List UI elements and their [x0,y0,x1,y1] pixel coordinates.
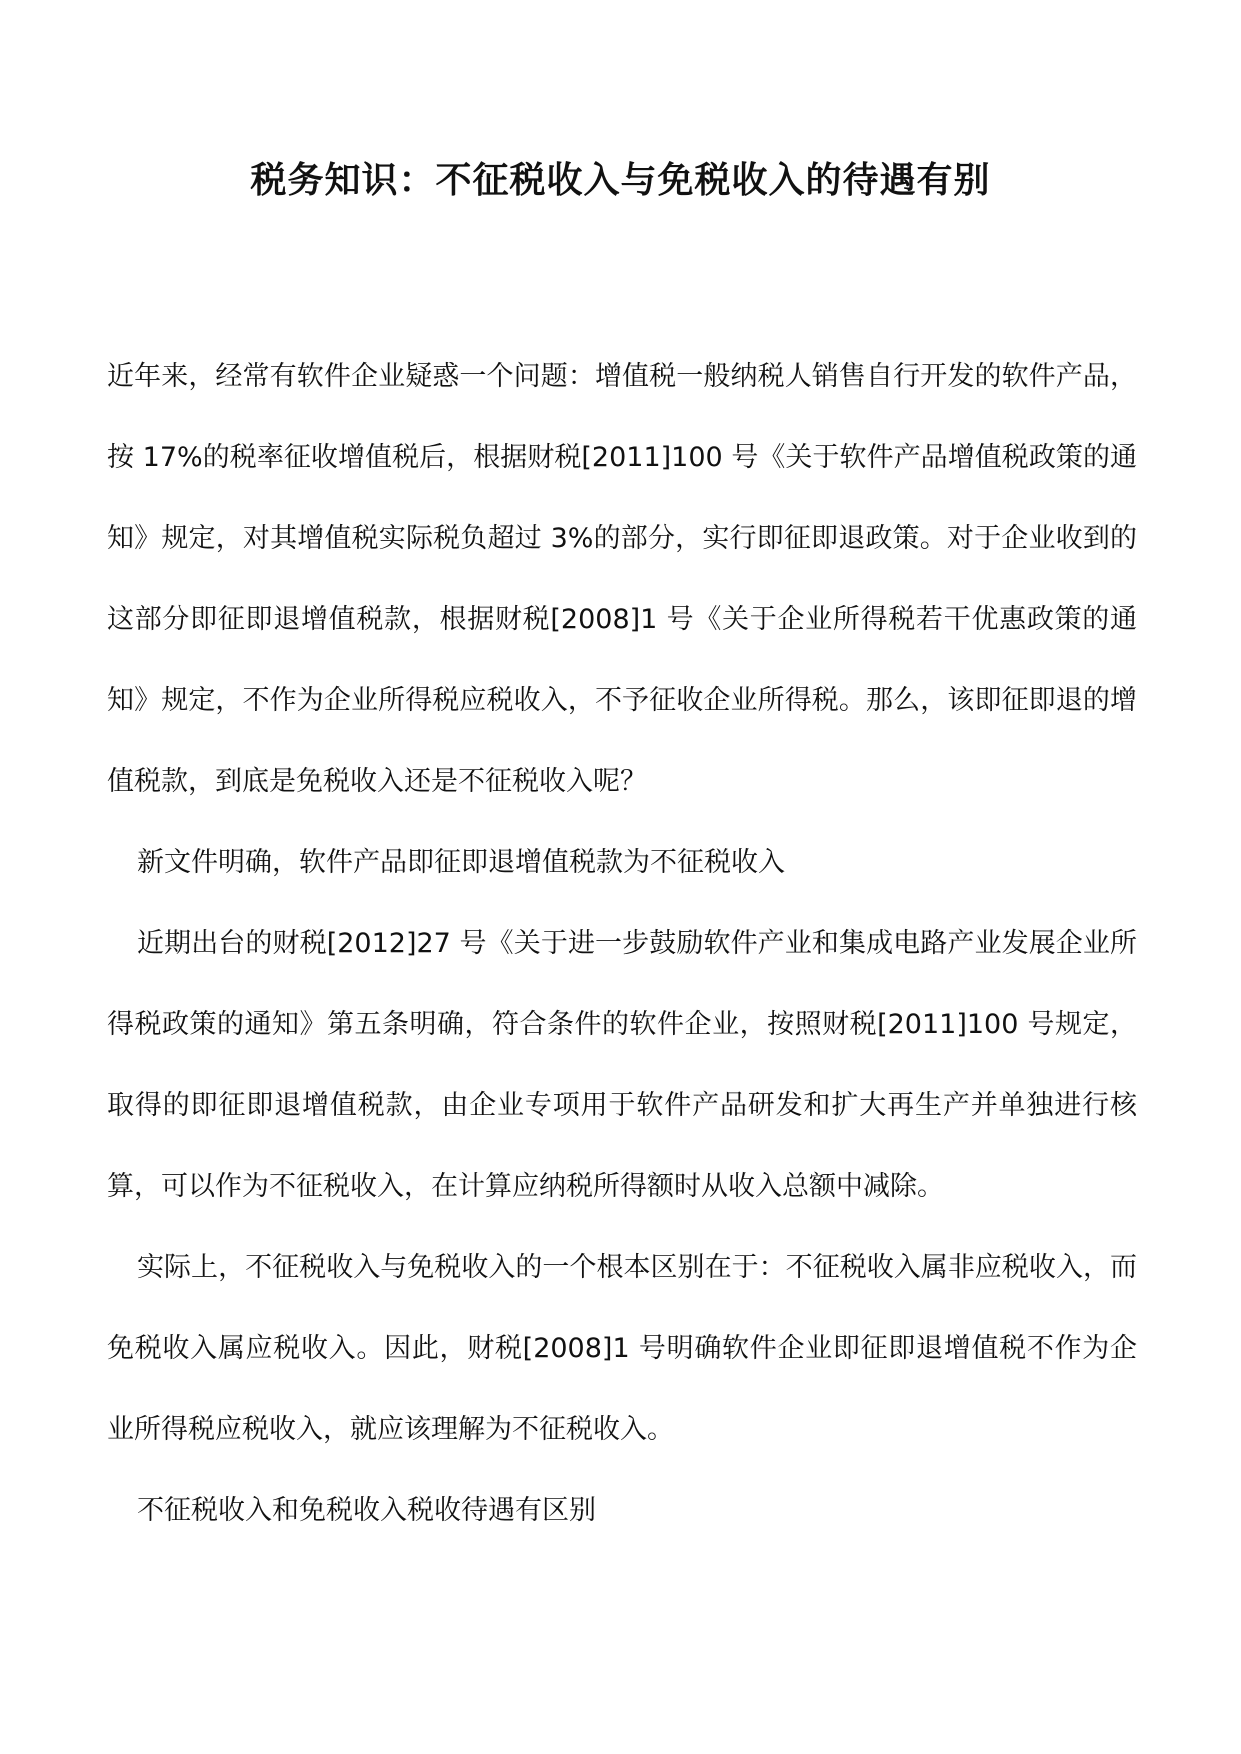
paragraph-recent-policy: 近期出台的财税[2012]27 号《关于进一步鼓励软件产业和集成电路产业发展企业所得税政策的通知》第五条明确，符合条件的软件企业，按照财税[2011]100 号规定，取得的即征即退增值税款，由企业专项用于软件产品研发和扩大再生产并单独进行核算，可以作为不征税收入，在计算应纳税所得额时从收入总额中减除。 [107,928,1137,1202]
section-heading-treatment-difference: 不征税收入和免税收入税收待遇有区别 [137,1495,596,1526]
document-title: 税务知识：不征税收入与免税收入的待遇有别 [250,159,991,201]
section-heading-new-document: 新文件明确，软件产品即征即退增值税款为不征税收入 [137,847,785,878]
paragraph-intro: 近年来，经常有软件企业疑惑一个问题：增值税一般纳税人销售自行开发的软件产品，按 17%的税率征收增值税后，根据财税[2011]100 号《关于软件产品增值税政策的通知》规定，对其增值税实际税负超过 3%的部分，实行即征即退政策。对于企业收到的这部分即征即退增值税款，根据财税[2008]1 号《关于企业所得税若干优惠政策的通知》规定，不作为企业所得税应税收入，不予征收企业所得税。那么，该即征即退的增值税款，到底是免税收入还是不征税收入呢？ [107,361,1137,797]
paragraph-fundamental-difference: 实际上，不征税收入与免税收入的一个根本区别在于：不征税收入属非应税收入，而免税收入属应税收入。因此，财税[2008]1 号明确软件企业即征即退增值税不作为企业所得税应税收入，就应该理解为不征税收入。 [107,1252,1137,1445]
document-body [107,336,1137,1551]
